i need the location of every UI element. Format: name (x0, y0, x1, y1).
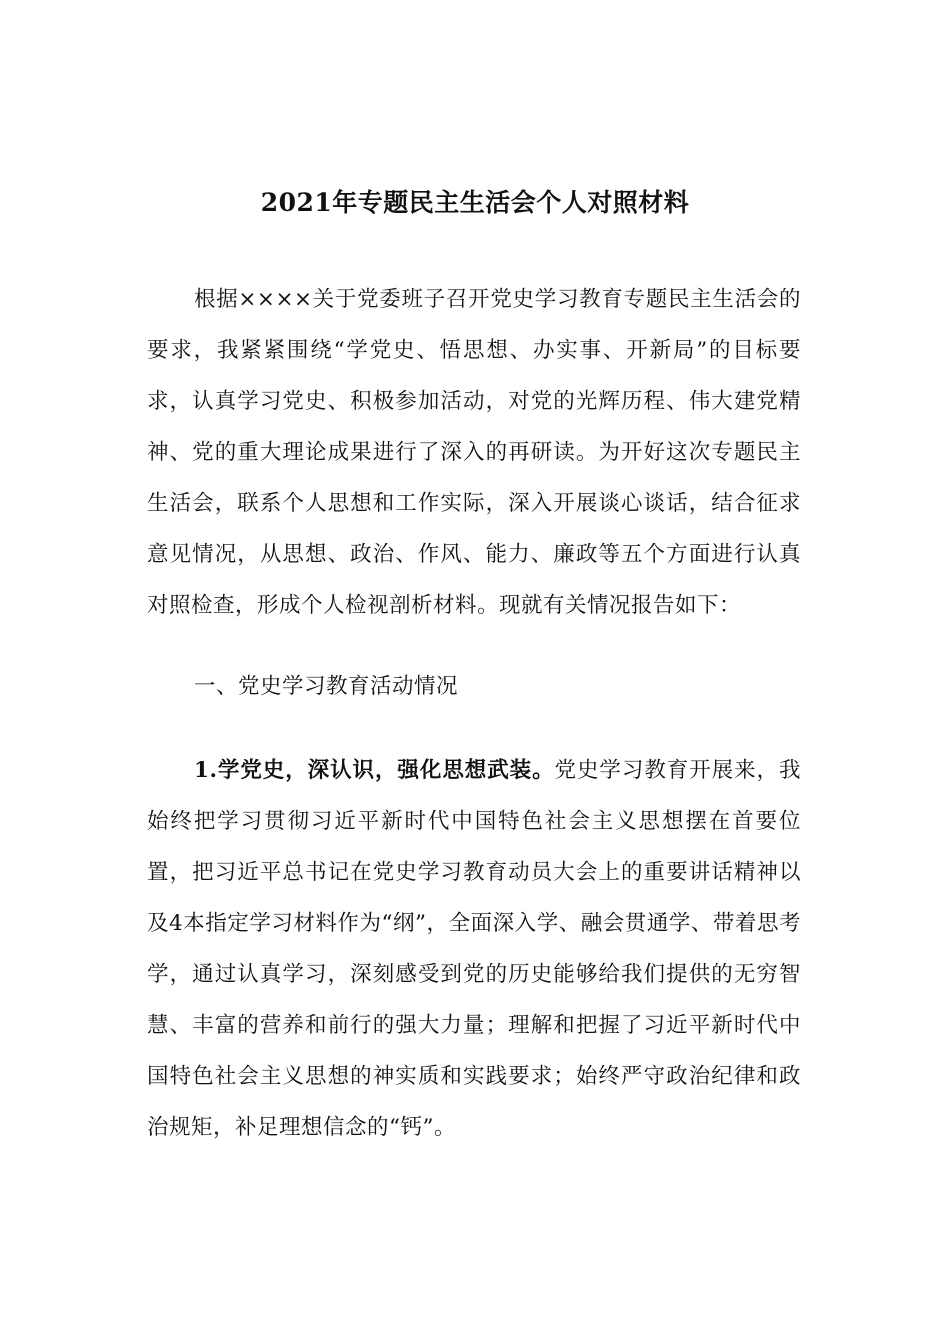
intro-paragraph: 根据××××关于党委班子召开党史学习教育专题民主生活会的要求，我紧紧围绕“学党史、悟思想、办实事、开新局”的目标要求，认真学习党史、积极参加活动，对党的光辉历程、伟大建党精神、党的重大理论成果进行了深入的再研读。为开好这次专题民主生活会，联系个人思想和工作实际，深入开展谈心谈话，结合征求意见情况，从思想、政治、作风、能力、廉政等五个方面进行认真对照检查，形成个人检视剖析材料。现就有关情况报告如下： (147, 287, 801, 618)
item-1-lead: 1.学党史，深认识，强化思想武装。 (194, 758, 555, 783)
section-heading: 一、党史学习教育活动情况 (194, 674, 459, 699)
document-title: 2021年专题民主生活会个人对照材料 (260, 187, 690, 217)
item-1-paragraph (147, 745, 801, 1153)
item-1-body: 党史学习教育开展来，我始终把学习贯彻习近平新时代中国特色社会主义思想摆在首要位置，把习近平总书记在党史学习教育动员大会上的重要讲话精神以及4本指定学习材料作为“纲”，全面深入学、融会贯通学、带着思考学，通过认真学习，深刻感受到党的历史能够给我们提供的无穷智慧、丰富的营养和前行的强大力量；理解和把握了习近平新时代中国特色社会主义思想的神实质和实践要求；始终严守政治纪律和政治规矩，补足理想信念的“钙”。 (147, 758, 801, 1140)
